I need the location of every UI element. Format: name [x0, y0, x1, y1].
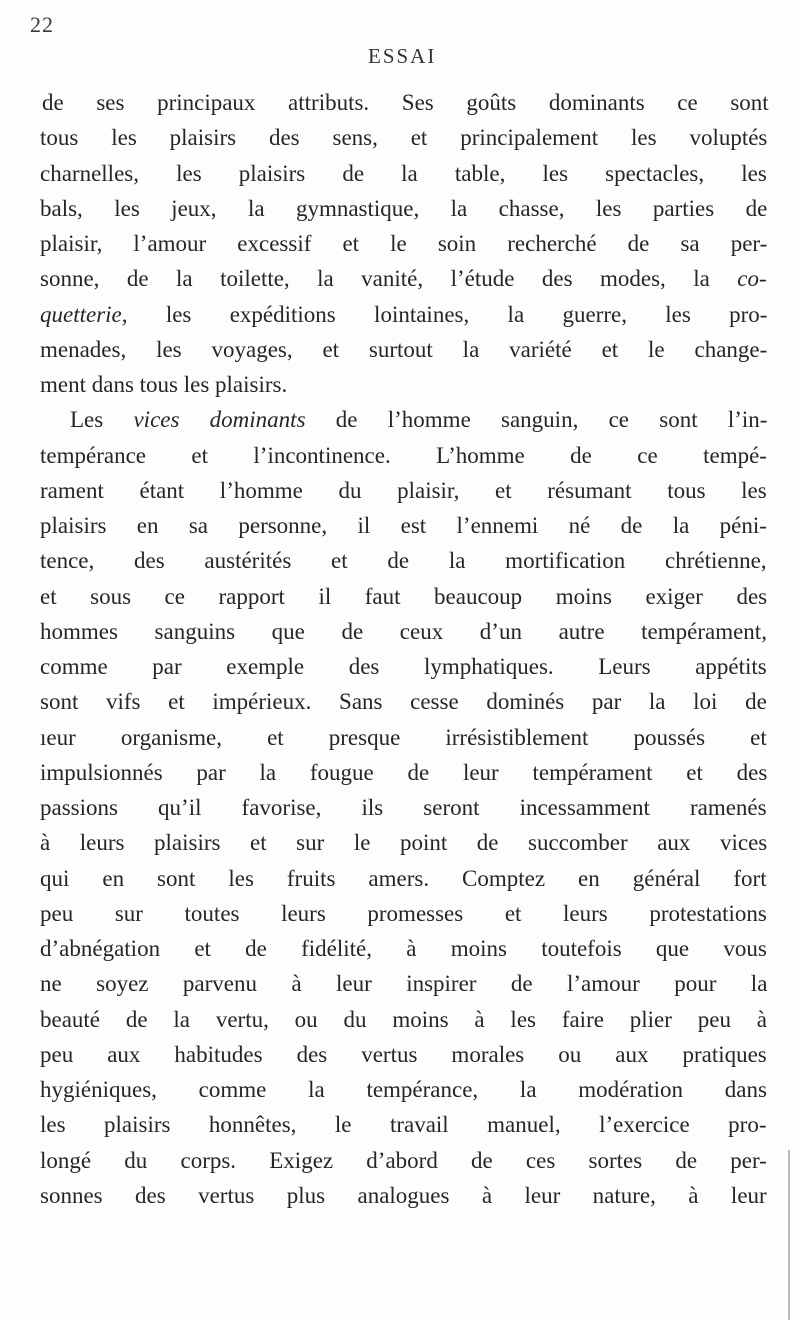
- text-line: [40, 335, 767, 365]
- text-line: [40, 687, 767, 717]
- text-line: [40, 793, 767, 823]
- text-span: à leurs plaisirs et sur le point de succomber aux vices: [40, 830, 768, 856]
- text-line: [40, 1040, 767, 1070]
- text-line: [40, 617, 767, 647]
- text-span: d’abnégation et de fidélité, à moins toutefois que vous: [40, 936, 767, 961]
- text-line: [40, 229, 767, 259]
- text-span: passions qu’il favorise, ils seront incessamment ramenés: [40, 795, 767, 820]
- text-line: [40, 652, 767, 682]
- text-line: [40, 476, 767, 506]
- text-line: [40, 1075, 767, 1105]
- text-span: ne soyez parvenu à leur inspirer de l’amour pour la: [40, 971, 768, 997]
- text-span: hygiéniques, comme la tempérance, la modération dans: [40, 1077, 767, 1102]
- text-line: [40, 300, 767, 330]
- italic-text-span: quetterie: [40, 301, 122, 327]
- text-line: [40, 1146, 767, 1176]
- text-span: peu sur toutes leurs promesses et leurs protestations: [40, 900, 767, 926]
- text-span: plaisir, l’amour excessif et le soin recherché de sa per-: [40, 231, 768, 256]
- text-span: de l’homme sanguin, ce sont l’in-: [305, 407, 768, 433]
- text-line: [40, 864, 767, 894]
- text-span: sont vifs et impérieux. Sans cesse dominés par la loi de: [40, 689, 767, 715]
- text-line: [40, 370, 287, 400]
- page-number: 22: [30, 12, 54, 37]
- text-line: [42, 88, 769, 118]
- text-line: [40, 194, 767, 224]
- text-line: [40, 758, 767, 788]
- italic-text-span: vices dominants: [133, 407, 306, 433]
- text-span: tence, des austérités et de la mortification chrétienne,: [40, 548, 767, 574]
- text-line: [70, 405, 767, 435]
- text-span: tempérance et l’incontinence. L’homme de ce tempé-: [40, 442, 767, 468]
- text-span: longé du corps. Exigez d’abord de ces sortes de per-: [40, 1147, 767, 1173]
- text-span: , les expéditions lointaines, la guerre, les pro-: [121, 301, 768, 327]
- text-span: et sous ce rapport il faut beaucoup moins exiger des: [40, 583, 768, 609]
- running-title: ESSAI: [368, 44, 437, 68]
- text-line: [40, 159, 767, 189]
- text-line: [40, 899, 767, 929]
- text-span: peu aux habitudes des vertus morales ou aux pratiques: [40, 1041, 767, 1067]
- text-line: [40, 1181, 767, 1211]
- text-line: [40, 511, 767, 541]
- text-line: [40, 441, 767, 471]
- text-span: plaisirs en sa personne, il est l’ennemi né de la péni-: [40, 513, 767, 538]
- text-span: menades, les voyages, et surtout la variété et le change-: [40, 336, 768, 362]
- text-span: qui en sont les fruits amers. Comptez en général fort: [40, 865, 767, 891]
- text-span: de ses principaux attributs. Ses goûts dominants ce sont: [42, 90, 769, 115]
- text-line: [40, 123, 767, 153]
- text-line: [40, 582, 767, 612]
- text-line: [40, 1005, 767, 1035]
- page-edge-shadow: [788, 1150, 790, 1320]
- text-span: les plaisirs honnêtes, le travail manuel, l’exercice pro-: [40, 1112, 767, 1138]
- text-line: [40, 723, 767, 753]
- text-span: charnelles, les plaisirs de la table, les spectacles, les: [40, 160, 767, 186]
- text-span: tous les plaisirs des sens, et principalement les voluptés: [40, 125, 768, 151]
- text-span: sonne, de la toilette, la vanité, l’étude des modes, la: [40, 266, 738, 292]
- text-span: hommes sanguins que de ceux d’un autre tempérament,: [40, 618, 767, 644]
- text-span: rament étant l’homme du plaisir, et résumant tous les: [40, 477, 767, 503]
- text-span: beauté de la vertu, ou du moins à les faire plier peu à: [40, 1006, 768, 1032]
- text-span: Les: [70, 407, 134, 433]
- text-span: sonnes des vertus plus analogues à leur nature, à leur: [40, 1182, 767, 1208]
- text-line: [40, 969, 767, 999]
- text-line: [40, 1110, 767, 1140]
- text-line: [40, 934, 767, 964]
- text-span: bals, les jeux, la gymnastique, la chasse, les parties de: [40, 195, 768, 221]
- text-span: ment dans tous les plaisirs.: [40, 372, 288, 397]
- text-span: impulsionnés par la fougue de leur tempérament et des: [40, 759, 768, 785]
- text-span: comme par exemple des lymphatiques. Leurs appétits: [40, 654, 767, 679]
- italic-text-span: co-: [737, 266, 767, 292]
- text-line: [40, 828, 767, 858]
- text-span: ıeur organisme, et presque irrésistiblement poussés et: [40, 724, 767, 750]
- text-line: [40, 546, 767, 576]
- text-line: [40, 264, 767, 294]
